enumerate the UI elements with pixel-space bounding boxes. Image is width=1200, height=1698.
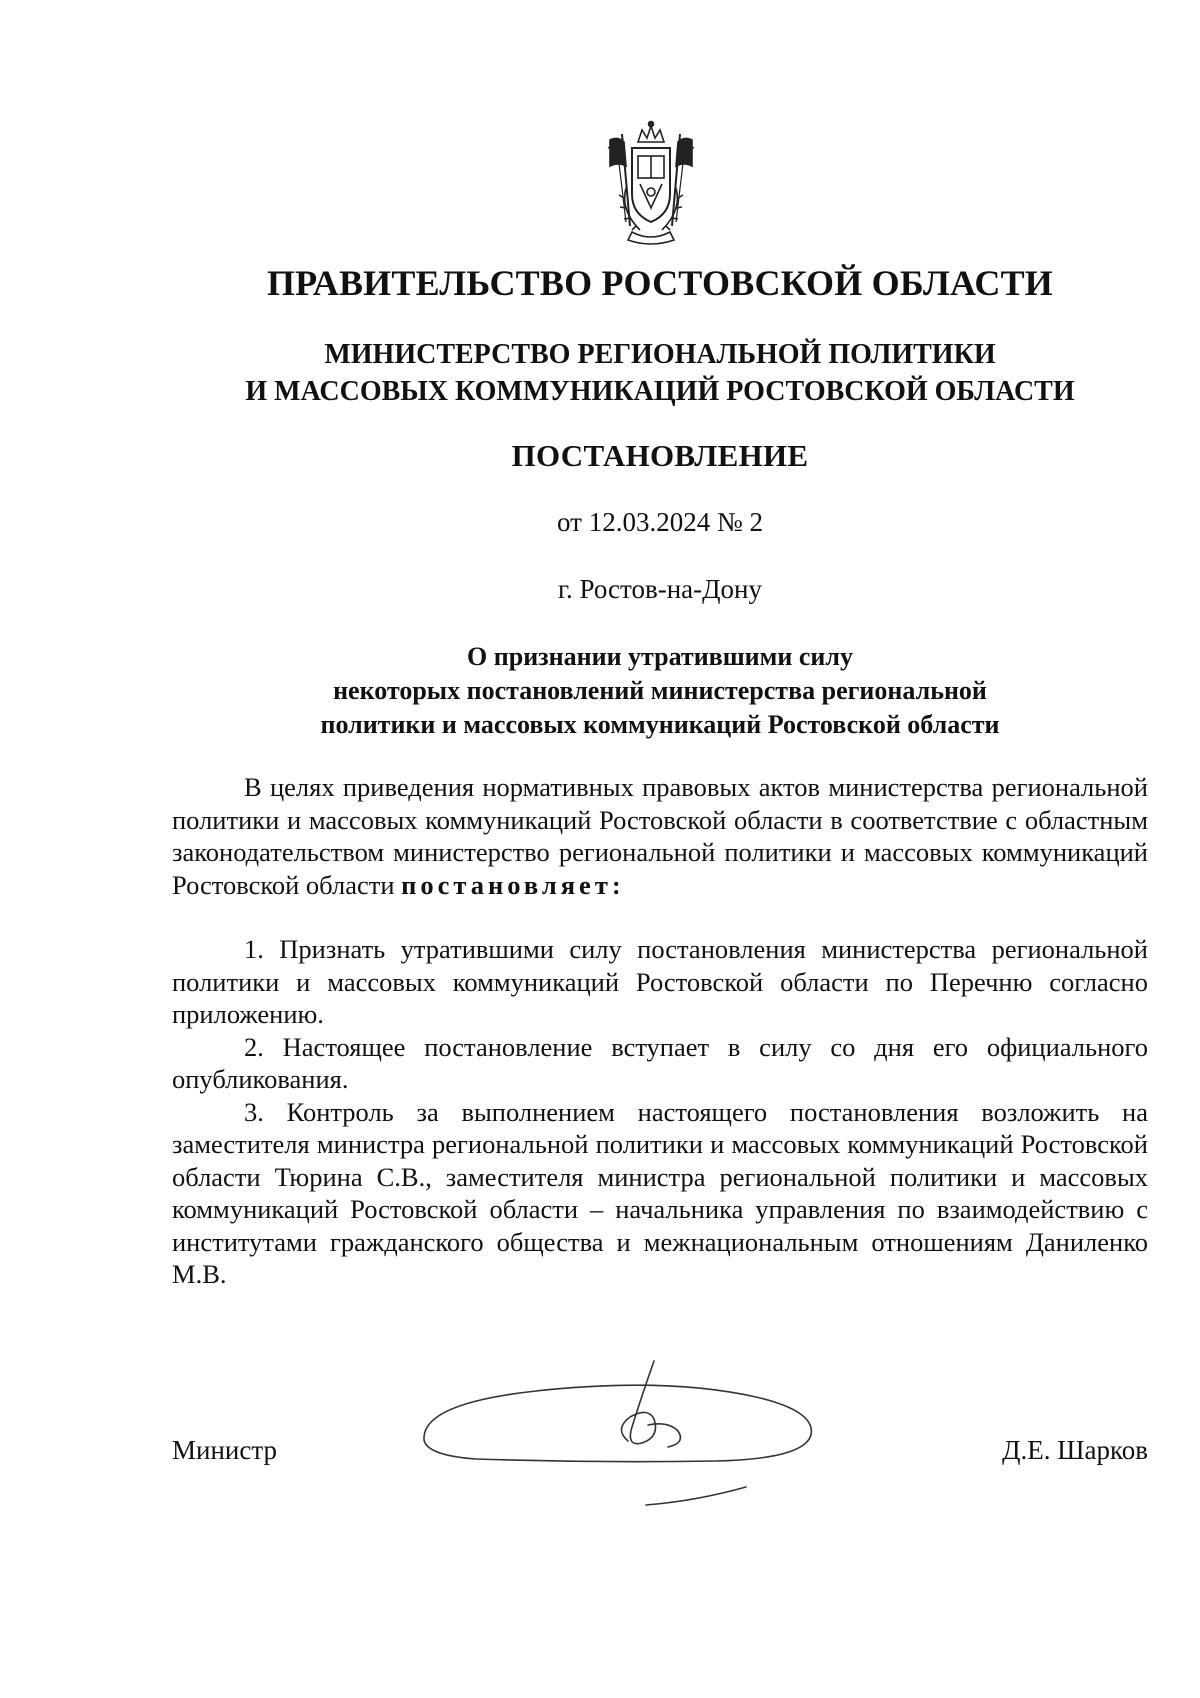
ministry-line-1: МИНИСТЕРСТВО РЕГИОНАЛЬНОЙ ПОЛИТИКИ — [324, 339, 996, 370]
preamble — [172, 771, 1148, 901]
ministry-line-2: И МАССОВЫХ КОММУНИКАЦИЙ РОСТОВСКОЙ ОБЛАСТИ — [245, 376, 1075, 407]
subject-line-2: некоторых постановлений министерства региональной — [333, 676, 987, 705]
signatory-title: Министр — [172, 1435, 277, 1465]
government-title: ПРАВИТЕЛЬСТВО РОСТОВСКОЙ ОБЛАСТИ — [266, 263, 1054, 303]
resolves-word: постановляет: — [401, 869, 625, 900]
subject-line-3: политики и массовых коммуникаций Ростовской области — [320, 710, 1000, 739]
document-date-number: от 12.03.2024 № 2 — [557, 507, 763, 537]
coat-of-arms-icon — [596, 118, 706, 248]
resolution-item-3: 3. Контроль за выполнением настоящего постановления возложить на заместителя министра региональной политики и массовых коммуникаций Ростовской области Тюрина С.В., заместителя министра региональной политики и массовых коммуникаций Ростовской области – начальника управления по взаимодействию с институтами гражданского общества и межнациональным отношениям Даниленко М.В. — [172, 1096, 1148, 1289]
signatory-name: Д.Е. Шарков — [1002, 1435, 1148, 1465]
resolution-items — [172, 933, 1148, 1291]
handwritten-signature-icon — [416, 1355, 886, 1525]
preamble-text: В целях приведения нормативных правовых актов министерства региональной политики и массовых коммуникаций Ростовской области в соответствие с областным законодательством министерство региональной политики и массовых коммуникаций Ростовской области — [172, 772, 1148, 900]
subject-line-1: О признании утратившими силу — [467, 642, 853, 671]
resolution-item-1: 1. Признать утратившими силу постановления министерства региональной политики и массовых коммуникаций Ростовской области по Перечню согласно приложению. — [172, 934, 1148, 1029]
document-subject — [172, 640, 1148, 742]
document-type: ПОСТАНОВЛЕНИЕ — [511, 438, 809, 473]
document-city: г. Ростов-на-Дону — [557, 574, 762, 604]
ministry-name — [172, 336, 1148, 410]
preamble-paragraph — [172, 771, 1148, 901]
resolution-item-2: 2. Настоящее постановление вступает в силу со дня его официального опубликования. — [172, 1031, 1148, 1094]
